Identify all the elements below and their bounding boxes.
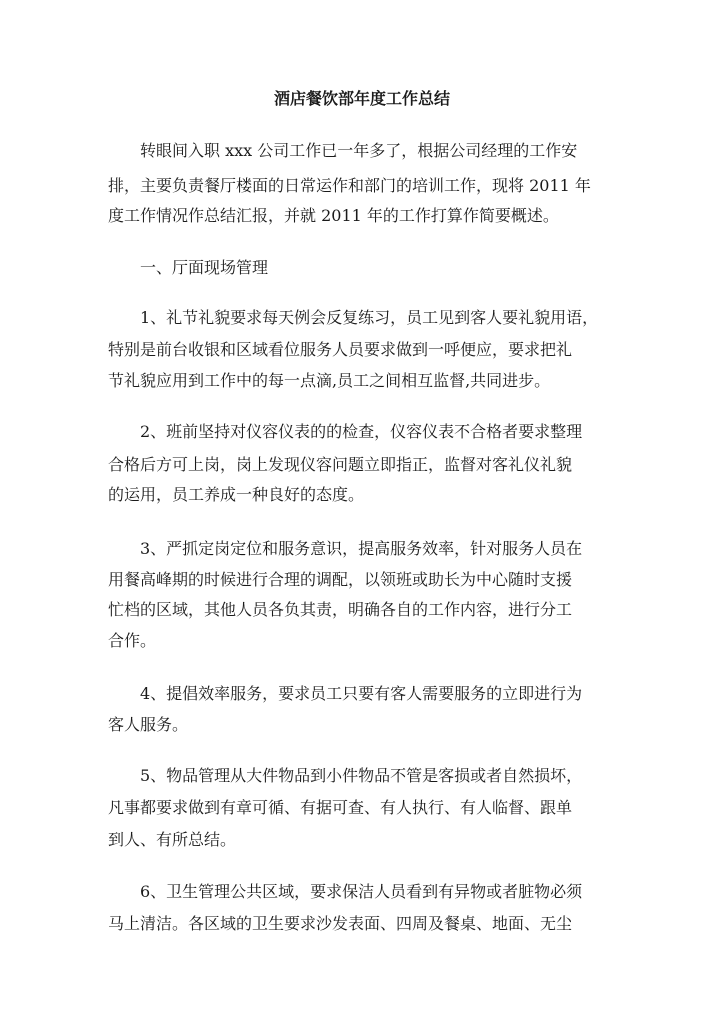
item-2-line-3: 的运用，员工养成一种良好的态度。 — [108, 485, 365, 504]
item-1-line-2: 特别是前台收银和区域看位服务人员要求做到一呼便应，要求把礼 — [108, 340, 573, 359]
item-1-line-1: 1、礼节礼貌要求每天例会反复练习，员工见到客人要礼貌用语， — [140, 308, 599, 327]
item-2-line-1: 2、班前坚持对仪容仪表的的检查，仪容仪表不合格者要求整理 — [140, 422, 583, 441]
item-6-line-2: 马上清洁。各区域的卫生要求沙发表面、四周及餐桌、地面、无尘 — [108, 914, 573, 933]
item-4-line-2: 客人服务。 — [108, 715, 189, 734]
item-1-line-3: 节礼貌应用到工作中的每一点滴,员工之间相互监督,共同进步。 — [108, 371, 551, 390]
intro-line-1: 转眼间入职 xxx 公司工作已一年多了，根据公司经理的工作安 — [140, 141, 578, 160]
section-heading: 一、厅面现场管理 — [140, 258, 269, 277]
item-5-line-1: 5、物品管理从大件物品到小件物品不管是客损或者自然损坏， — [140, 766, 583, 785]
item-3-line-3: 忙档的区域，其他人员各负其责，明确各自的工作内容，进行分工 — [108, 600, 573, 619]
item-2-line-2: 合格后方可上岗，岗上发现仪容问题立即指正，监督对客礼仪礼貌 — [108, 455, 573, 474]
intro-line-3: 度工作情况作总结汇报，并就 2011 年的工作打算作简要概述。 — [108, 206, 559, 225]
item-6-line-1: 6、卫生管理公共区域，要求保洁人员看到有异物或者脏物必须 — [140, 882, 583, 901]
document-title: 酒店餐饮部年度工作总结 — [273, 89, 450, 108]
item-4-line-1: 4、提倡效率服务，要求员工只要有客人需要服务的立即进行为 — [140, 684, 583, 703]
item-5-line-2: 凡事都要求做到有章可循、有据可查、有人执行、有人临督、跟单 — [108, 798, 573, 817]
item-3-line-1: 3、严抓定岗定位和服务意识，提高服务效率，针对服务人员在 — [140, 539, 583, 558]
item-3-line-4: 合作。 — [108, 631, 157, 650]
intro-line-2: 排，主要负责餐厅楼面的日常运作和部门的培训工作，现将 2011 年 — [108, 176, 591, 195]
item-3-line-2: 用餐高峰期的时候进行合理的调配，以领班或助长为中心随时支援 — [108, 570, 573, 589]
item-5-line-3: 到人、有所总结。 — [108, 830, 237, 849]
